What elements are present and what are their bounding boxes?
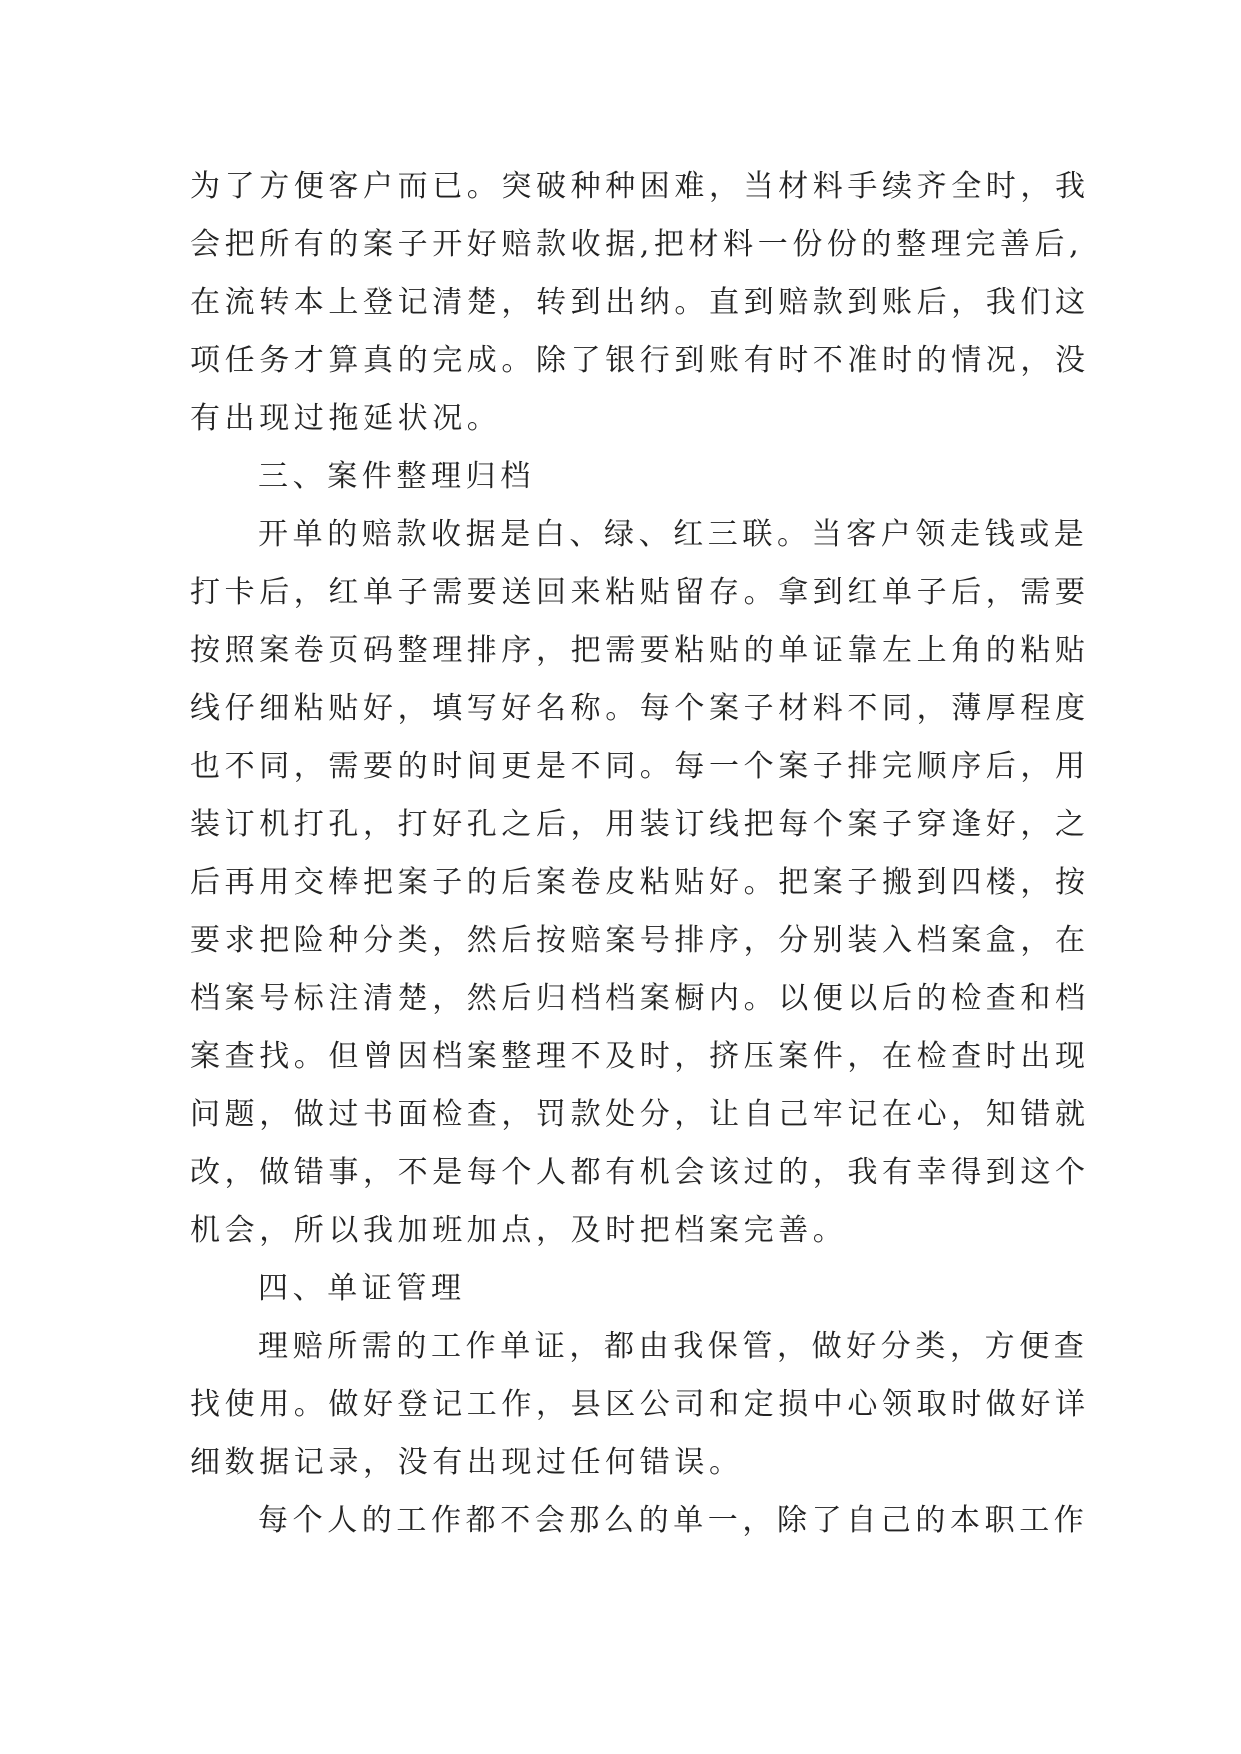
paragraph-line: 会把所有的案子开好赔款收据,把材料一份份的整理完善后, [190,227,1084,262]
paragraph-line-indented: 理赔所需的工作单证，都由我保管，做好分类，方便查 [258,1329,1089,1364]
paragraph-line: 找使用。做好登记工作，县区公司和定损中心领取时做好详 [190,1387,1090,1422]
paragraph-line: 装订机打孔，打好孔之后，用装订线把每个案子穿逢好，之 [190,807,1090,842]
paragraph-line-indented: 四、单证管理 [258,1271,466,1306]
paragraph-line: 打卡后，红单子需要送回来粘贴留存。拿到红单子后，需要 [190,575,1090,610]
body-text [190,158,1090,1550]
paragraph-line: 也不同，需要的时间更是不同。每一个案子排完顺序后，用 [190,749,1090,784]
paragraph-line: 要求把险种分类，然后按赔案号排序，分别装入档案盒，在 [190,923,1090,958]
paragraph-line: 按照案卷页码整理排序，把需要粘贴的单证靠左上角的粘贴 [190,633,1090,668]
paragraph-line: 问题，做过书面检查，罚款处分，让自己牢记在心，知错就 [190,1097,1090,1132]
paragraph-line: 线仔细粘贴好，填写好名称。每个案子材料不同，薄厚程度 [190,691,1090,726]
paragraph-line: 项任务才算真的完成。除了银行到账有时不准时的情况，没 [190,343,1090,378]
paragraph-line-indented: 每个人的工作都不会那么的单一，除了自己的本职工作 [258,1503,1089,1538]
paragraph-line: 机会，所以我加班加点，及时把档案完善。 [190,1213,848,1248]
paragraph-line: 在流转本上登记清楚，转到出纳。直到赔款到账后，我们这 [190,285,1090,320]
paragraph-line-indented: 三、案件整理归档 [258,459,535,494]
paragraph-line: 档案号标注清楚，然后归档档案橱内。以便以后的检查和档 [190,981,1090,1016]
paragraph-line: 后再用交棒把案子的后案卷皮粘贴好。把案子搬到四楼，按 [190,865,1090,900]
paragraph-line: 为了方便客户而已。突破种种困难，当材料手续齐全时，我 [190,169,1090,204]
paragraph-line: 案查找。但曾因档案整理不及时，挤压案件，在检查时出现 [190,1039,1090,1074]
paragraph-line: 改，做错事，不是每个人都有机会该过的，我有幸得到这个 [190,1155,1090,1190]
paragraph-line: 有出现过拖延状况。 [190,401,502,436]
paragraph-line: 细数据记录，没有出现过任何错误。 [190,1445,744,1480]
paragraph-line-indented: 开单的赔款收据是白、绿、红三联。当客户领走钱或是 [258,517,1089,552]
